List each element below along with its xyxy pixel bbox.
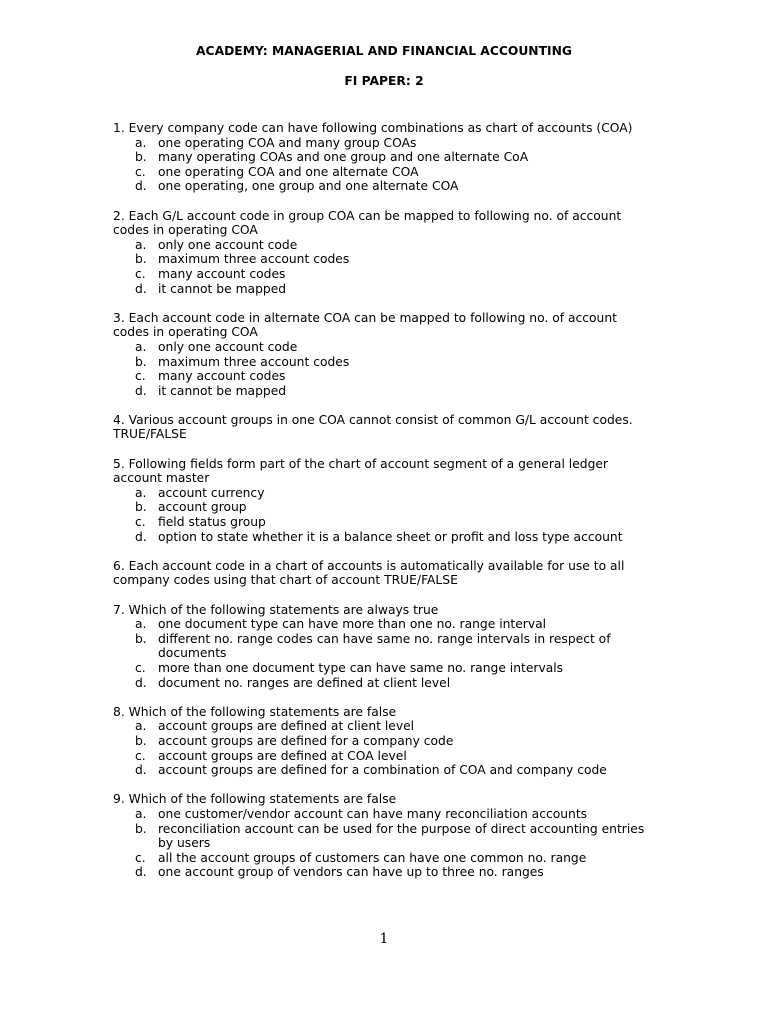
option-letter: a. — [135, 237, 147, 252]
option-letter: c. — [135, 748, 146, 763]
option-letter: a. — [135, 617, 147, 632]
question-text: 8. Which of the following statements are false — [113, 704, 397, 719]
question-text: 1. Every company code can have following combinations as chart of accounts (COA) — [113, 121, 633, 135]
option-text: one document type can have more than one no. range interval — [158, 617, 547, 632]
option-letter: a. — [135, 806, 147, 821]
option-text: maximum three account codes — [158, 252, 350, 267]
option-item — [113, 734, 653, 749]
option-letter: b. — [135, 500, 147, 515]
option-item — [113, 661, 653, 676]
option-text: account group — [158, 500, 247, 515]
option-list — [113, 617, 653, 690]
option-letter: c. — [135, 850, 146, 865]
option-item — [113, 355, 653, 370]
question-text: 4. Various account groups in one COA cannot consist of common G/L account codes. TRUE/FALSE — [113, 412, 633, 442]
option-text: it cannot be mapped — [158, 281, 287, 296]
question-item — [113, 209, 653, 297]
option-item — [113, 822, 653, 851]
option-item — [113, 851, 653, 866]
option-text: account groups are defined for a combination of COA and company code — [158, 763, 607, 778]
option-item — [113, 165, 653, 180]
option-letter: d. — [135, 383, 147, 398]
option-item — [113, 676, 653, 691]
question-item — [113, 792, 653, 880]
question-text: 9. Which of the following statements are false — [113, 792, 397, 807]
option-list — [113, 486, 653, 544]
option-letter: d. — [135, 281, 147, 296]
option-letter: a. — [135, 719, 147, 734]
option-text: more than one document type can have same no. range intervals — [158, 660, 564, 675]
option-item — [113, 340, 653, 355]
option-item — [113, 530, 653, 545]
option-item — [113, 384, 653, 399]
option-text: field status group — [158, 515, 266, 530]
option-letter: d. — [135, 529, 147, 544]
option-letter: b. — [135, 354, 147, 369]
page-number: 1 — [379, 931, 389, 947]
option-letter: b. — [135, 733, 147, 748]
option-list — [113, 807, 653, 880]
question-item — [113, 121, 653, 194]
option-item — [113, 136, 653, 151]
document-subtitle: FI PAPER: 2 — [344, 74, 424, 88]
option-text: only one account code — [158, 237, 298, 252]
question-item — [113, 705, 653, 778]
question-text: 3. Each account code in alternate COA can be mapped to following no. of account codes in operating COA — [113, 310, 617, 340]
option-item — [113, 719, 653, 734]
option-text: maximum three account codes — [158, 354, 350, 369]
option-letter: a. — [135, 485, 147, 500]
option-letter: d. — [135, 865, 147, 880]
option-text: many operating COAs and one group and one alternate CoA — [158, 150, 529, 165]
option-list — [113, 136, 653, 194]
option-text: document no. ranges are defined at client level — [158, 675, 451, 690]
option-item — [113, 252, 653, 267]
option-letter: d. — [135, 179, 147, 194]
option-list — [113, 238, 653, 296]
option-list — [113, 340, 653, 398]
question-item — [113, 559, 653, 588]
option-item — [113, 617, 653, 632]
option-item — [113, 486, 653, 501]
option-item — [113, 179, 653, 194]
option-item — [113, 749, 653, 764]
question-list — [113, 121, 653, 894]
option-letter: d. — [135, 675, 147, 690]
option-text: one operating, one group and one alternate COA — [158, 179, 459, 194]
option-text: many account codes — [158, 369, 286, 384]
option-letter: b. — [135, 252, 147, 267]
option-text: account groups are defined at COA level — [158, 748, 407, 763]
option-item — [113, 238, 653, 253]
option-letter: b. — [135, 631, 147, 646]
option-letter: a. — [135, 339, 147, 354]
option-text: option to state whether it is a balance sheet or profit and loss type account — [158, 529, 623, 544]
option-text: only one account code — [158, 339, 298, 354]
option-text: account groups are defined at client level — [158, 719, 415, 734]
option-text: one operating COA and one alternate COA — [158, 164, 419, 179]
document-title: ACADEMY: MANAGERIAL AND FINANCIAL ACCOUNTING — [196, 44, 572, 58]
option-text: reconciliation account can be used for the purpose of direct accounting entries by users — [158, 821, 645, 851]
option-letter: c. — [135, 369, 146, 384]
option-text: it cannot be mapped — [158, 383, 287, 398]
option-letter: c. — [135, 266, 146, 281]
option-item — [113, 282, 653, 297]
option-list — [113, 719, 653, 777]
option-text: many account codes — [158, 266, 286, 281]
option-letter: c. — [135, 515, 146, 530]
option-text: one account group of vendors can have up to three no. ranges — [158, 865, 544, 880]
question-text: 2. Each G/L account code in group COA can be mapped to following no. of account codes in operating COA — [113, 208, 622, 238]
option-text: account groups are defined for a company code — [158, 733, 454, 748]
option-item — [113, 150, 653, 165]
option-letter: b. — [135, 821, 147, 836]
question-text: 5. Following fields form part of the chart of account segment of a general ledger account master — [113, 456, 608, 486]
option-letter: c. — [135, 660, 146, 675]
option-item — [113, 865, 653, 880]
option-letter: a. — [135, 135, 147, 150]
question-item — [113, 311, 653, 399]
option-text: different no. range codes can have same no. range intervals in respect of documents — [158, 631, 611, 661]
option-item — [113, 763, 653, 778]
option-letter: b. — [135, 150, 147, 165]
option-text: one operating COA and many group COAs — [158, 135, 417, 150]
option-text: one customer/vendor account can have many reconciliation accounts — [158, 806, 588, 821]
question-item — [113, 603, 653, 691]
option-item — [113, 807, 653, 822]
option-letter: c. — [135, 164, 146, 179]
option-item — [113, 515, 653, 530]
question-item — [113, 457, 653, 545]
question-item — [113, 413, 653, 442]
option-item — [113, 500, 653, 515]
option-item — [113, 369, 653, 384]
option-item — [113, 267, 653, 282]
option-item — [113, 632, 653, 661]
question-text: 6. Each account code in a chart of accounts is automatically available for use to all company codes using that chart of account TRUE/FALSE — [113, 558, 625, 588]
question-text: 7. Which of the following statements are always true — [113, 602, 439, 617]
option-text: all the account groups of customers can have one common no. range — [158, 850, 587, 865]
option-text: account currency — [158, 485, 265, 500]
option-letter: d. — [135, 763, 147, 778]
